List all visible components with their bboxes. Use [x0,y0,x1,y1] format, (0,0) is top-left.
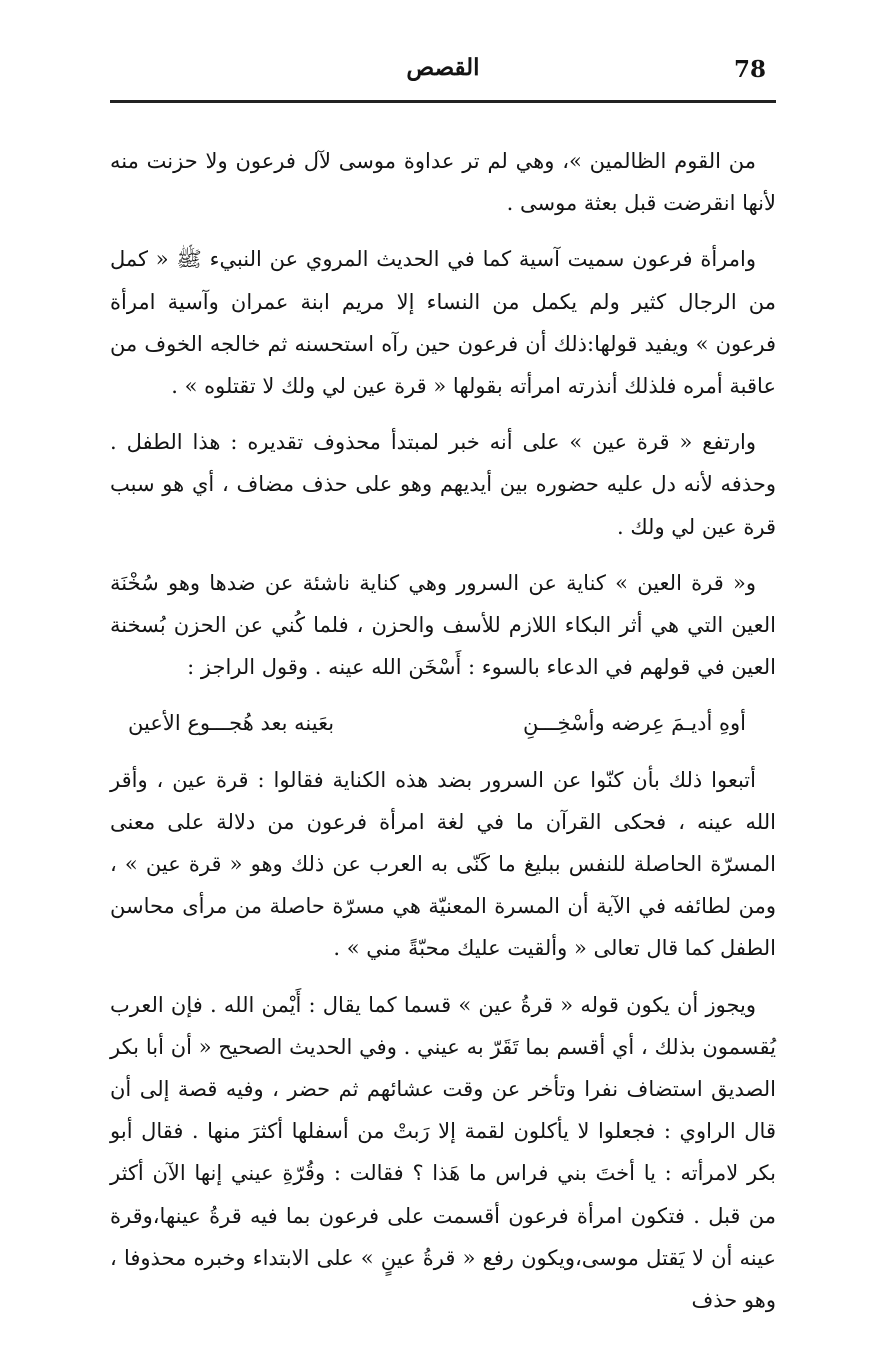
paragraph-4: و« قرة العين » كناية عن السرور وهي كناية ناشئة عن ضدها وهو سُخْنَة العين التي هي أثر البكاء اللازم للأسف والحزن ، فلما كُني عن الحزن بُسخنة العين في قولهم في الدعاء بالسوء : أَسْخَن الله عينه . وقول الراجز : [110,570,776,680]
page-number: 78 [733,56,766,83]
verse-first-hemistich: أوهِ أديـمَ عِرضه وأسْخِـــنِ [523,711,746,736]
header-rule [110,100,776,103]
poetry-verse [110,702,776,744]
verse-second-hemistich: بعَينه بعد هُجـــوع الأعين [128,711,335,736]
paragraph-5: أتبعوا ذلك بأن كنّوا عن السرور بضد هذه الكناية فقالوا : قرة عين ، وأقر الله عينه ، فحكى القرآن ما في لغة امرأة فرعون من دلالة على معنى المسرّة الحاصلة للنفس ببليغ ما كَنّى به العرب عن ذلك وهو « قرة عين » ، ومن لطائفه في الآية أن المسرة المعنيّة هي مسرّة حاصلة من مرأى محاسن الطفل كما قال تعالى « وألقيت عليك محبّةً مني » . [110,767,776,961]
page-header [110,52,776,94]
paragraph-2: وامرأة فرعون سميت آسية كما في الحديث المروي عن النبيء ﷺ « كمل من الرجال كثير ولم يكمل من النساء إلا مريم ابنة عمران وآسية امرأة فرعون » ويفيد قولها:ذلك أن فرعون حين رآه استحسنه ثم خالجه الخوف من عاقبة أمره فلذلك أنذرته امرأته بقولها « قرة عين لي ولك لا تقتلوه » . [110,247,776,399]
paragraph-6: ويجوز أن يكون قوله « قرةُ عين » قسما كما يقال : أَيْمن الله . فإن العرب يُقسمون بذلك ، أي أقسم بما تَقَرّ به عيني . وفي الحديث الصحيح « أن أبا بكر الصديق استضاف نفرا وتأخر عن وقت عشائهم ثم حضر ، وفيه قصة إلى أن قال الراوي : فجعلوا لا يأكلون لقمة إلا رَبتْ من أسفلها أكثرَ منها . فقال أبو بكر لامرأته : يا أختَ بني فراس ما هَذا ؟ فقالت : وقُرّةِ عيني إنها الآن أكثر من قبل . فتكون امرأة فرعون أقسمت على فرعون بما فيه قرةُ عينها،وقرة عينه أن لا يَقتل موسى،ويكون رفع « قرةُ عينٍ » على الابتداء وخبره محذوفا ، وهو حذف [110,992,776,1313]
paragraph-3: وارتفع « قرة عين » على أنه خبر لمبتدأ محذوف تقديره : هذا الطفل . وحذفه لأنه دل عليه حضوره بين أيديهم وهو على حذف مضاف ، أي هو سبب قرة عين لي ولك . [110,430,776,539]
running-title: القصص [406,54,480,81]
paragraph-1: من القوم الظالمين »، وهي لم تر عداوة موسى لآل فرعون ولا حزنت منه لأنها انقرضت قبل بعثة موسى . [110,149,776,216]
page-body [110,140,776,1321]
